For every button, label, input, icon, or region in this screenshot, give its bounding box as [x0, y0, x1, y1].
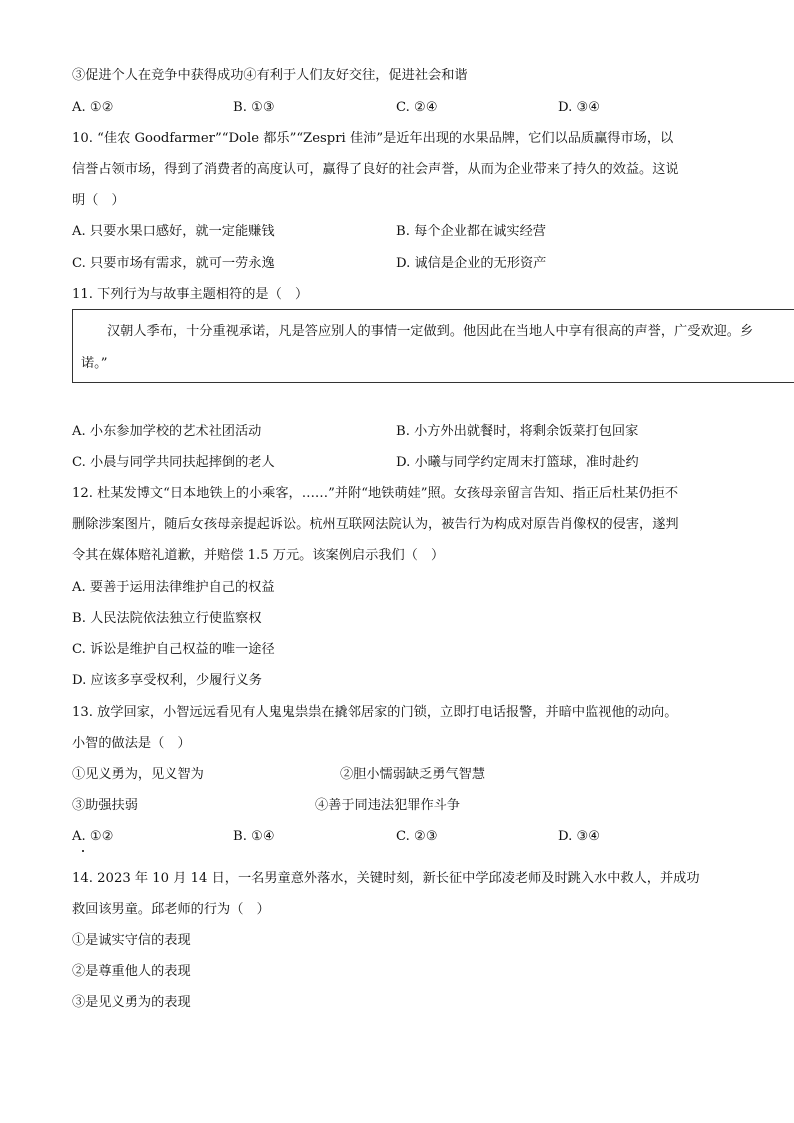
q9-option-b[interactable]: B. ①③: [233, 100, 275, 115]
q11-story-line1: 汉朝人季布，十分重视承诺，凡是答应别人的事情一定做到。他因此在当地人中享有很高的声誉，广受欢迎。乡: [107, 324, 754, 339]
q13-stem-line2: 小智的做法是（ ）: [72, 736, 191, 751]
q13-option-a[interactable]: A. ①②: [72, 829, 114, 844]
q12-stem-line3: 令其在媒体赔礼道歉，并赔偿 1.5 万元。该案例启示我们（ ）: [72, 548, 445, 563]
q9-option-d[interactable]: D. ③④: [558, 100, 601, 115]
q11-story-line2: 诺。”: [81, 356, 108, 371]
q14-item-1: ①是诚实守信的表现: [72, 933, 191, 948]
q13-option-c[interactable]: C. ②③: [396, 829, 438, 844]
q11-option-b[interactable]: B. 小方外出就餐时，将剩余饭菜打包回家: [396, 424, 639, 439]
q13-item-1: ①见义勇为，见义智为: [72, 767, 204, 782]
q11-option-d[interactable]: D. 小曦与同学约定周末打篮球，准时赴约: [396, 455, 639, 470]
q12-stem-line2: 删除涉案图片，随后女孩母亲提起诉讼。杭州互联网法院认为，被告行为构成对原告肖像权的侵害，遂判: [72, 517, 679, 532]
q12-option-a[interactable]: A. 要善于运用法律维护自己的权益: [72, 580, 275, 595]
q10-stem-line1: 10. “佳农 Goodfarmer”“Dole 都乐”“Zespri 佳沛”是近年出现的水果品牌，它们以品质赢得市场，以: [72, 131, 674, 146]
q13-option-d[interactable]: D. ③④: [558, 829, 601, 844]
q11-stem: 11. 下列行为与故事主题相符的是（ ）: [72, 287, 309, 302]
q12-option-b[interactable]: B. 人民法院依法独立行使监察权: [72, 611, 262, 626]
q14-item-2: ②是尊重他人的表现: [72, 964, 191, 979]
q9-option-c[interactable]: C. ②④: [396, 100, 438, 115]
q9-statement-cont: ③促进个人在竞争中获得成功④有利于人们友好交往，促进社会和谐: [72, 68, 468, 83]
q11-option-a[interactable]: A. 小东参加学校的艺术社团活动: [72, 424, 262, 439]
q12-stem-line1: 12. 杜某发博文“日本地铁上的小乘客，……”并附“地铁萌娃”照。女孩母亲留言告知、指正后杜某仍拒不: [72, 486, 679, 501]
q12-option-c[interactable]: C. 诉讼是维护自己权益的唯一途径: [72, 642, 275, 657]
q10-option-b[interactable]: B. 每个企业都在诚实经营: [396, 224, 546, 239]
q13-item-3: ③助强扶弱: [72, 798, 138, 813]
q13-stem-line1: 13. 放学回家，小智远远看见有人鬼鬼祟祟在撬邻居家的门锁，立即打电话报警，并暗中监视他的动向。: [72, 705, 678, 720]
stray-dot-mark: [82, 850, 84, 852]
q10-option-d[interactable]: D. 诚信是企业的无形资产: [396, 256, 547, 271]
q9-option-a[interactable]: A. ①②: [72, 100, 114, 115]
q11-story-box: [72, 309, 794, 383]
q10-stem-line2: 信誉占领市场，得到了消费者的高度认可，赢得了良好的社会声誉，从而为企业带来了持久的效益。这说: [72, 162, 679, 177]
q10-option-a[interactable]: A. 只要水果口感好，就一定能赚钱: [72, 224, 275, 239]
q10-stem-line3: 明（ ）: [72, 193, 125, 208]
q10-option-c[interactable]: C. 只要市场有需求，就可一劳永逸: [72, 256, 275, 271]
q11-option-c[interactable]: C. 小晨与同学共同扶起摔倒的老人: [72, 455, 275, 470]
q14-item-3: ③是见义勇为的表现: [72, 995, 191, 1010]
q13-item-2: ②胆小懦弱缺乏勇气智慧: [340, 767, 486, 782]
q13-option-b[interactable]: B. ①④: [233, 829, 275, 844]
q13-item-4: ④善于同违法犯罪作斗争: [315, 798, 461, 813]
q12-option-d[interactable]: D. 应该多享受权利，少履行义务: [72, 673, 262, 688]
q14-stem-line2: 救回该男童。邱老师的行为（ ）: [72, 902, 270, 917]
q14-stem-line1: 14. 2023 年 10 月 14 日，一名男童意外落水，关键时刻，新长征中学邱凌老师及时跳入水中救人，并成功: [72, 871, 700, 886]
